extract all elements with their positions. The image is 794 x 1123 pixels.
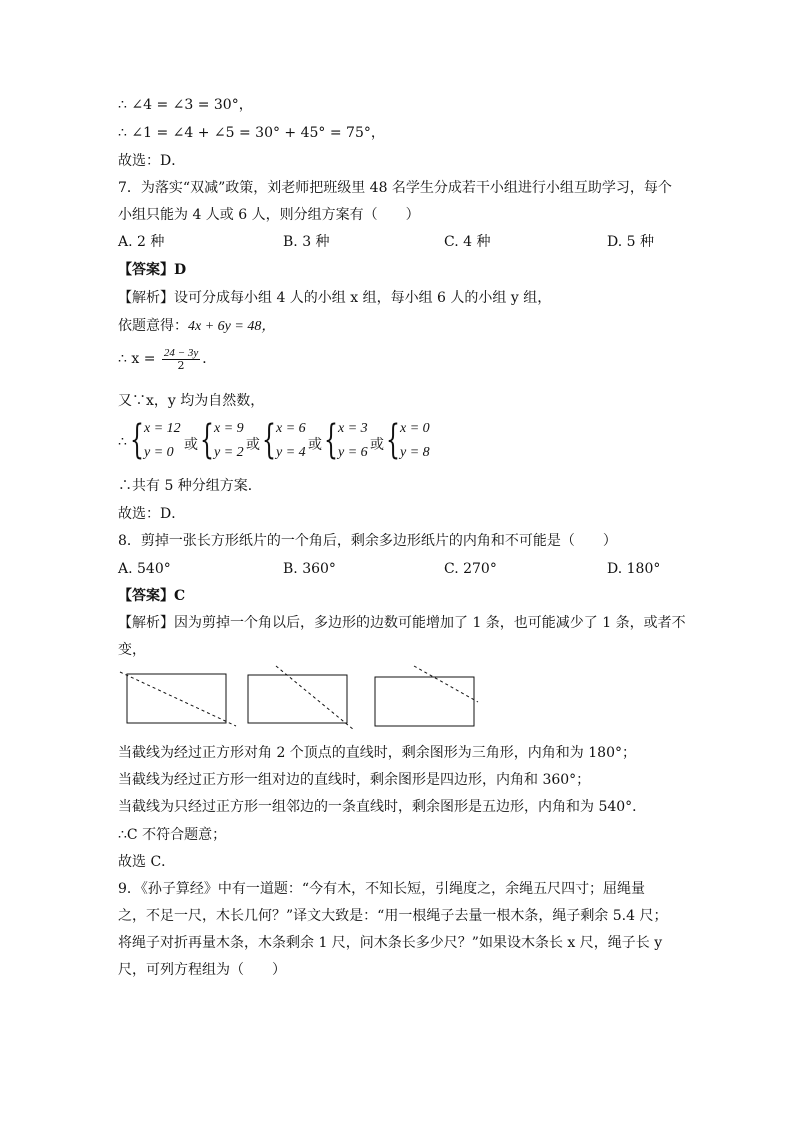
brace-2: { <box>200 417 214 463</box>
q7-analysis-6: ∴共有 5 种分组方案． <box>118 478 262 494</box>
brace-4: { <box>324 417 338 463</box>
q8-analysis-1: 【解析】因为剪掉一个角以后，多边形的边数可能增加了 1 条，也可能减少了 1 条，或者不 <box>118 615 686 631</box>
q9-stem-line3: 将绳子对折再量木条，木条剩余 1 尺，问木条长多少尺？”如果设木条长 x 尺，绳子长 y <box>118 935 663 951</box>
q7-analysis-1: 【解析】设可分成每小组 4 人的小组 x 组，每小组 6 人的小组 y 组， <box>118 290 552 306</box>
q8-case-4: ∴C 不符合题意； <box>118 827 227 843</box>
q8-option-b: B. 360° <box>283 561 336 577</box>
or-4: 或 <box>370 437 384 453</box>
q7-fraction <box>162 347 200 372</box>
brace-3: { <box>262 417 276 463</box>
system-2-row2: y = 2 <box>214 445 244 460</box>
q7-stem-line1: 7．为落实“双减”政策，刘老师把班级里 48 名学生分成若干小组进行小组互助学习，每个 <box>118 180 672 196</box>
cut-rectangles-figure <box>118 662 488 732</box>
q9-stem-line1: 9．《孙子算经》中有一道题：“今有木，不知长短，引绳度之，余绳五尺四寸；屈绳量 <box>118 881 646 897</box>
q9-stem-line4: 尺，可列方程组为（ ） <box>118 962 286 978</box>
or-3: 或 <box>308 437 322 453</box>
q8-answer: 【答案】C <box>118 588 186 604</box>
q7-option-d: D. 5 种 <box>607 234 654 250</box>
q7-x-eq: ∴ x = <box>118 351 156 367</box>
system-1-row1: x = 12 <box>144 421 181 436</box>
q8-case-3: 当截线为只经过正方形一组邻边的一条直线时，剩余图形是五边形，内角和为 540°． <box>118 799 647 815</box>
q8-analysis-2: 变， <box>118 642 146 658</box>
or-2: 或 <box>246 437 260 453</box>
q7-choose: 故选：D． <box>118 506 186 522</box>
q7-equation: 4x + 6y = 48， <box>188 319 276 334</box>
q7-analysis-4: 又∵x，y 均为自然数， <box>118 393 265 409</box>
system-2-row1: x = 9 <box>214 421 244 436</box>
q7-answer: 【答案】D <box>118 262 187 278</box>
brace-5: { <box>386 417 400 463</box>
q7-stem-line2: 小组只能为 4 人或 6 人，则分组方案有（ ） <box>118 207 420 223</box>
system-4-row2: y = 6 <box>338 445 368 460</box>
q8-choose: 故选 C． <box>118 854 176 870</box>
line-angle1: ∴ ∠1 = ∠4 + ∠5 = 30° + 45° = 75°， <box>118 125 385 141</box>
q8-case-2: 当截线为经过正方形一组对边的直线时，剩余图形是四边形，内角和 360°； <box>118 772 591 788</box>
figure-rect-3 <box>375 666 478 726</box>
q7-fraction-den: 2 <box>177 358 185 372</box>
q8-case-1: 当截线为经过正方形对角 2 个顶点的直线时，剩余图形为三角形，内角和为 180°； <box>118 745 636 761</box>
q7-analysis-3 <box>118 344 216 374</box>
system-4-row1: x = 3 <box>338 421 368 436</box>
q9-stem-line2: 之，不足一尺，木长几何？”译文大致是：“用一根绳子去量一根木条，绳子剩余 5.4 尺； <box>118 908 668 924</box>
q8-option-d: D. 180° <box>607 561 661 577</box>
brace-1: { <box>130 417 144 463</box>
figure-rect-1 <box>120 672 236 726</box>
q8-stem: 8．剪掉一张长方形纸片的一个角后，剩余多边形纸片的内角和不可能是（ ） <box>118 533 617 549</box>
or-1: 或 <box>184 437 198 453</box>
system-1-row2: y = 0 <box>144 445 174 460</box>
line-angle4: ∴ ∠4 = ∠3 = 30°， <box>118 97 253 113</box>
q7-fraction-end: ． <box>202 351 217 367</box>
figure-rect-2 <box>248 666 354 730</box>
system-3-row2: y = 4 <box>276 445 306 460</box>
q7-analysis-2 <box>118 317 275 336</box>
systems-prefix: ∴ <box>118 434 127 450</box>
system-5-row2: y = 8 <box>400 445 430 460</box>
q7-fraction-num: 24 − 3y <box>163 346 199 359</box>
q7-option-a: A. 2 种 <box>118 234 165 250</box>
system-3-row1: x = 6 <box>276 421 306 436</box>
line-choose-d-prev: 故选：D． <box>118 153 186 169</box>
system-5-row1: x = 0 <box>400 421 430 436</box>
q8-option-c: C. 270° <box>444 561 497 577</box>
q7-option-c: C. 4 种 <box>444 234 491 250</box>
q8-option-a: A. 540° <box>118 561 171 577</box>
q7-option-b: B. 3 种 <box>283 234 330 250</box>
q7-analysis-2-prefix: 依题意得： <box>118 318 188 334</box>
